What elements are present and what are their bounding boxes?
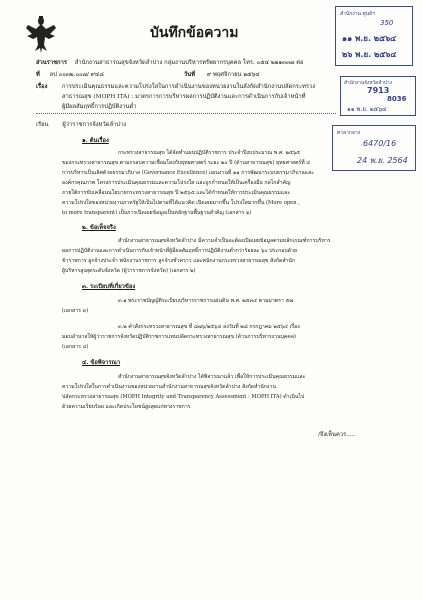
section-4-line: ความโปร่งใสในการดำเนินงานของหน่วยงานสำนักงานสาธารณสุขจังหวัดลำปาง สังกัดสำนักงาน — [62, 384, 276, 390]
receive-stamp-side — [340, 76, 416, 116]
stamp-top-number: 350 — [380, 19, 394, 27]
stamp-side-n1: 7913 — [367, 86, 390, 95]
to-row — [36, 122, 126, 129]
stamp-lower-date: 24 พ.ย. 2564 — [357, 156, 408, 165]
stamp-side-date: ๑๑ พ.ย. ๒๕๖๔ — [347, 106, 387, 113]
section-2-line: ผู้บริหารสูงสุดระดับจังหวัด (ผู้ว่าราชการจังหวัด) (เอกสาร ๒) — [62, 268, 196, 274]
section-3-line: (เอกสาร ๓) — [62, 308, 89, 314]
ref-value: ลป ๐๐๓๒.๐๐๗/ ๙๔๘ — [49, 72, 104, 78]
section-2-heading: ๒. ข้อเท็จจริง — [82, 225, 116, 231]
memo-title: บันทึกข้อความ — [150, 25, 239, 41]
header-divider — [36, 113, 336, 114]
to-value: ผู้ว่าราชการจังหวัดลำปาง — [62, 122, 127, 128]
receive-stamp-top — [335, 6, 413, 66]
section-1-line: ความโปร่งใสของหน่วยงานภาครัฐให้เป็นไปตามที่ได้แนวคิด เปิดเผยมากขึ้น โปร่งใสมากขึ้น (More open , — [62, 200, 300, 206]
section-3-line: มอบอำนาจให้ผู้ว่าราชการจังหวัดปฏิบัติราชการแทนปลัดกระทรวงสาธารณสุข (ด้านการบริหารงานบุคคล) — [62, 334, 296, 340]
stamp-top-label: สำนักงาน ศูนย์ฯ — [340, 11, 375, 17]
section-3-line: ๓.๒ คำสั่งกระทรวงสาธารณสุข ที่ ๘๗๖/๒๕๖๔ ลงวันที่ ๒๘ กรกฎาคม ๒๕๖๔ เรื่อง — [118, 324, 300, 330]
stamp-side-n2: 8036 — [387, 95, 407, 103]
section-3-line: (เอกสาร ๔) — [62, 344, 89, 350]
date-row — [184, 72, 260, 79]
to-label: เรียน — [36, 122, 49, 128]
section-4-line: ปลัดกระทรวงสาธารณสุข (MOPH Integrity and Transparency Assessment : MOPH ITA) ดำเนินไป — [62, 394, 305, 400]
stamp-top-date2: ๒๖ พ.ย. ๒๕๖๔ — [342, 50, 397, 59]
date-value: ๙ พฤศจิกายน ๒๕๖๔ — [206, 72, 260, 78]
section-3-heading: ๓. ระเบียบที่เกี่ยวข้อง — [82, 284, 136, 290]
ref-label: ที่ — [36, 72, 40, 78]
garuda-emblem-icon — [24, 15, 58, 55]
section-2-line: ผลการปฏิบัติงานและการดำเนินการกับเจ้าหน้าที่ผู้มีผลสัมฤทธิ์การปฏิบัติงานต่ำกว่าร้อยละ ๖๐ ประกอบด้วย — [62, 248, 297, 254]
govt-row — [36, 60, 304, 67]
subject-line-1: การประเมินคุณธรรมและความโปร่งใสในการดำเนินงานของหน่วยงานในสังกัดสำนักงานปลัดกระทรวง — [62, 84, 316, 90]
receive-stamp-lower — [332, 125, 416, 171]
date-label: วันที่ — [184, 72, 196, 78]
section-4-line: ด้วยความเรียบร้อย และเกิดประโยชน์สูงสุดแก่ทางราชการ — [62, 404, 191, 410]
ref-row — [36, 72, 104, 79]
subject-line-3: ผู้มีผลสัมฤทธิ์การปฏิบัติงานต่ำ — [62, 104, 137, 110]
subject-label: เรื่อง — [36, 84, 48, 90]
section-1-line: การบริหารเป็นเลิศด้วยธรรมาภิบาล (Governance Excellence) แผนงานที่ ๑๑ การพัฒนาระบบธรรมาภิบาลและ — [62, 170, 314, 176]
stamp-lower-number: 6470/16 — [363, 139, 397, 148]
govt-label: ส่วนราชการ — [36, 60, 67, 66]
stamp-lower-label: ศาลากลาง — [337, 130, 361, 136]
section-2-line: สำนักงานสาธารณสุขจังหวัดลำปาง มีความจำเป็นจะต้องเปิดเผยข้อมูลตามหลักเกณฑ์การบริหาร — [118, 238, 331, 244]
section-1-line: องค์กรคุณภาพ โครงการประเมินคุณธรรมและความโปร่งใส และถูกกำหนดให้เป็นเครื่องมือ กลไกสำคัญ — [62, 180, 291, 186]
section-1-line: กระทรวงสาธารณสุข ได้จัดทำแผนปฏิบัติราชการ ประจำปีงบประมาณ พ.ศ. ๒๕๖๕ — [118, 150, 301, 156]
stamp-side-label: สำนักงานจังหวัดลำปาง — [344, 81, 392, 86]
section-3-line: ๓.๑ พระราชบัญญัติระเบียบบริหารราชการแผ่นดิน พ.ศ. ๒๕๓๔ ตามมาตรา ๕๗ — [118, 298, 294, 304]
section-1-heading: ๑. ต้นเรื่อง — [82, 138, 109, 144]
section-2-line: ข้าราชการ ลูกจ้างประจำ พนักงานราชการ ลูกจ้างชั่วคราว และพนักงานกระทรวงสาธารณสุข สังกัดสำนัก — [62, 258, 296, 264]
govt-value: สำนักงานสาธารณสุขจังหวัดลำปาง กลุ่มงานบริหารทรัพยากรบุคคล โทร. ๐๕๔ ๒๒๑๓๓๗ ต่อ — [74, 60, 304, 66]
section-1-line: ของกระทรวงสาธารณสุข ตามกรอบความเชื่อมโยงกับยุทธศาสตร์ ระยะ ๒๐ ปี (ด้านสาธารณสุข) ยุทธศาสตร์ที่ ๔ — [62, 160, 311, 166]
section-4-heading: ๔. ข้อพิจารณา — [82, 360, 121, 366]
section-1-line: to more transparent) เป็นการเปิดเผยข้อมูลเป็นหลักฐานพื้นฐานสำคัญ (เอกสาร ๑) — [62, 210, 252, 216]
continuation-note: /จึงเห็นควร..... — [318, 432, 356, 438]
stamp-top-date1: ๑๑ พ.ย. ๒๕๖๔ — [342, 34, 397, 43]
section-4-line: สำนักงานสาธารณสุขจังหวัดลำปาง ได้พิจารณาแล้ว เพื่อให้การประเมินคุณธรรมและ — [118, 374, 306, 380]
subject-line-2: สาธารณสุข (MOPH ITA) : มาตรการการบริหารผลการปฏิบัติงานและการดำเนินการกับเจ้าหน้าที่ — [62, 94, 306, 100]
section-1-line: ภายใต้การขับเคลื่อนนโยบายกระทรวงสาธารณสุข ปี ๒๕๖๕ และได้กำหนดให้การประเมินคุณธรรมและ — [62, 190, 291, 196]
